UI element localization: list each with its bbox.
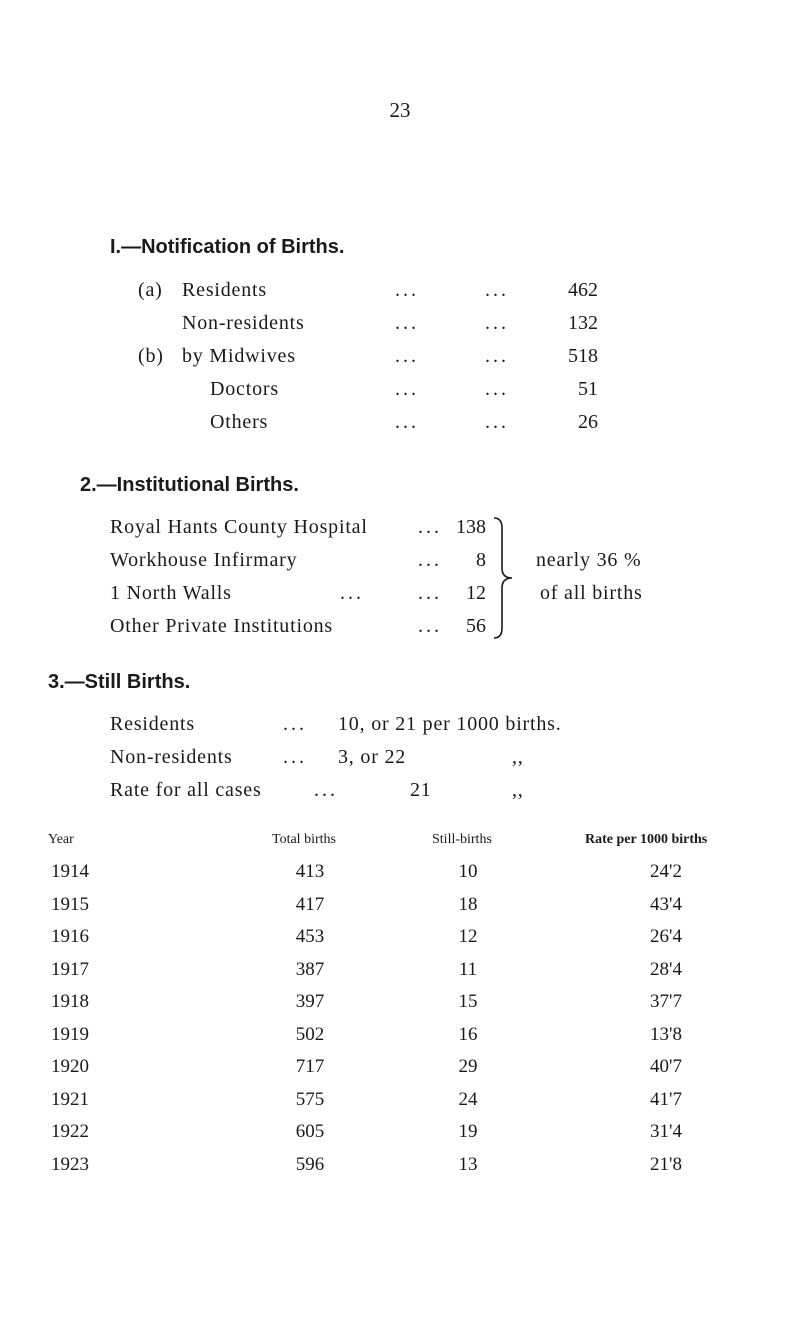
section1-heading: I.—Notification of Births. xyxy=(110,236,345,258)
cell-still-births: 18 xyxy=(458,893,478,915)
leader-dots: ... xyxy=(314,779,338,801)
cell-total-births: 413 xyxy=(295,861,325,882)
cell-still-births: 11 xyxy=(458,958,478,980)
row-value: 518 xyxy=(568,345,598,367)
leader-dots: ... xyxy=(340,582,364,604)
leader-dots: ... xyxy=(485,312,509,334)
cell-total-births: 575 xyxy=(295,1088,325,1110)
row-value: 8 xyxy=(476,549,486,571)
row-label: Residents xyxy=(182,279,267,301)
cell-still-births: 16 xyxy=(458,1023,478,1045)
row-prefix: (b) xyxy=(138,345,164,367)
cell-year: 1914 xyxy=(51,861,89,882)
section3-heading: 3.—Still Births. xyxy=(48,671,191,693)
cell-total-births: 417 xyxy=(295,893,325,915)
column-header-year: Year xyxy=(48,832,74,847)
leader-dots: ... xyxy=(485,411,509,433)
cell-total-births: 596 xyxy=(295,1153,325,1175)
leader-dots: ... xyxy=(418,516,442,538)
leader-dots: ... xyxy=(485,345,509,367)
cell-year: 1920 xyxy=(51,1056,89,1077)
cell-rate: 13'8 xyxy=(650,1023,682,1045)
cell-year: 1917 xyxy=(51,958,89,980)
cell-year: 1922 xyxy=(51,1121,89,1142)
cell-year: 1918 xyxy=(51,991,89,1012)
row-value: 26 xyxy=(578,411,598,433)
cell-rate: 24'2 xyxy=(650,861,682,882)
leader-dots: ... xyxy=(418,549,442,571)
row-prefix: (a) xyxy=(138,279,163,301)
column-header-total-births: Total births xyxy=(272,832,336,847)
cell-still-births: 19 xyxy=(458,1121,478,1142)
leader-dots: ... xyxy=(395,378,419,400)
cell-rate: 26'4 xyxy=(650,926,682,947)
cell-rate: 43'4 xyxy=(650,893,682,915)
cell-total-births: 502 xyxy=(295,1023,325,1045)
ditto-mark: ,, xyxy=(512,746,524,768)
row-value: 132 xyxy=(568,312,598,334)
row-label: 1 North Walls xyxy=(110,582,232,604)
ditto-mark: ,, xyxy=(512,779,524,801)
leader-dots: ... xyxy=(283,746,307,768)
column-header-rate: Rate per 1000 births xyxy=(585,832,708,847)
row-label: by Midwives xyxy=(182,345,296,367)
row-value: 10, or 21 per 1000 births. xyxy=(338,713,562,735)
row-value: 56 xyxy=(466,615,486,637)
row-value: 51 xyxy=(578,378,598,400)
leader-dots: ... xyxy=(418,582,442,604)
cell-rate: 21'8 xyxy=(650,1153,682,1175)
row-value: 462 xyxy=(568,279,598,301)
cell-still-births: 29 xyxy=(458,1056,478,1077)
row-label: Rate for all cases xyxy=(110,779,262,801)
row-label: Others xyxy=(210,411,269,433)
page-number: 23 xyxy=(389,98,411,122)
row-label: Workhouse Infirmary xyxy=(110,549,298,571)
brace-note-line1: nearly 36 % xyxy=(536,549,642,571)
row-value: 12 xyxy=(466,582,486,604)
cell-year: 1916 xyxy=(51,926,89,947)
cell-total-births: 397 xyxy=(295,991,325,1012)
cell-year: 1921 xyxy=(51,1088,89,1110)
row-label: Royal Hants County Hospital xyxy=(110,516,368,538)
cell-still-births: 12 xyxy=(458,926,478,947)
leader-dots: ... xyxy=(418,615,442,637)
cell-rate: 40'7 xyxy=(650,1056,682,1077)
row-label: Doctors xyxy=(210,378,279,400)
leader-dots: ... xyxy=(395,411,419,433)
cell-total-births: 605 xyxy=(295,1121,325,1142)
cell-rate: 28'4 xyxy=(650,958,682,980)
row-label: Non-residents xyxy=(110,746,233,768)
leader-dots: ... xyxy=(395,312,419,334)
cell-total-births: 453 xyxy=(295,926,325,947)
leader-dots: ... xyxy=(485,279,509,301)
row-label: Residents xyxy=(110,713,195,735)
right-brace-icon xyxy=(490,514,520,642)
brace-note-line2: of all births xyxy=(540,582,643,604)
cell-total-births: 717 xyxy=(295,1056,325,1077)
row-value: 3, or 22 xyxy=(338,746,407,768)
cell-still-births: 24 xyxy=(458,1088,478,1110)
column-header-still-births: Still-births xyxy=(432,832,492,847)
section2-heading: 2.—Institutional Births. xyxy=(80,474,299,496)
row-label: Non-residents xyxy=(182,312,305,334)
row-value: 21 xyxy=(410,779,432,801)
leader-dots: ... xyxy=(395,279,419,301)
cell-rate: 37'7 xyxy=(650,991,682,1012)
cell-still-births: 15 xyxy=(458,991,478,1012)
leader-dots: ... xyxy=(395,345,419,367)
cell-still-births: 13 xyxy=(458,1153,478,1175)
row-label: Other Private Institutions xyxy=(110,615,333,637)
cell-year: 1915 xyxy=(51,893,89,915)
cell-still-births: 10 xyxy=(458,861,478,882)
leader-dots: ... xyxy=(485,378,509,400)
cell-year: 1923 xyxy=(51,1153,89,1175)
cell-total-births: 387 xyxy=(295,958,325,980)
row-value: 138 xyxy=(456,516,486,538)
cell-rate: 31'4 xyxy=(650,1121,682,1142)
cell-year: 1919 xyxy=(51,1023,89,1045)
leader-dots: ... xyxy=(283,713,307,735)
cell-rate: 41'7 xyxy=(650,1088,682,1110)
